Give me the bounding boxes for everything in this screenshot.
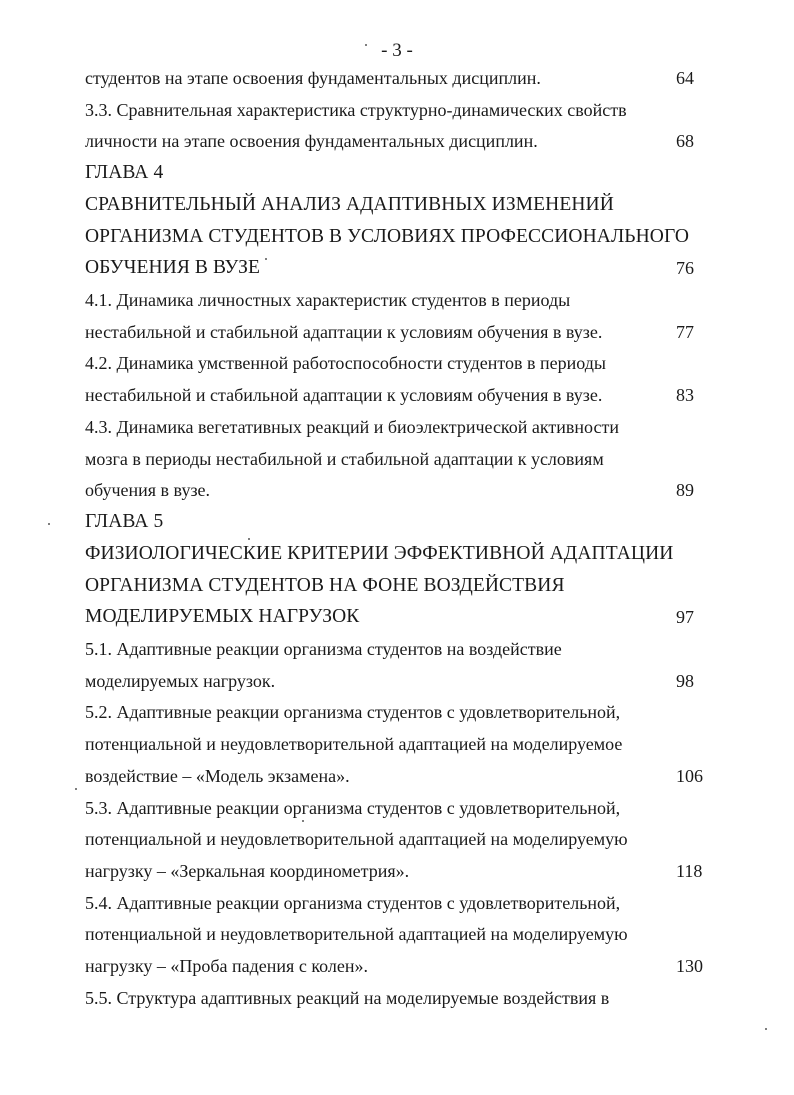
toc-page-number: 118	[676, 861, 703, 881]
toc-line: 4.3. Динамика вегетативных реакций и биоэлектрической активности	[85, 416, 619, 437]
toc-line: воздействие – «Модель экзамена».	[85, 765, 350, 786]
toc-page-number: 89	[676, 480, 694, 501]
toc-line: ОРГАНИЗМА СТУДЕНТОВ НА ФОНЕ ВОЗДЕЙСТВИЯ	[85, 574, 565, 596]
toc-line: 5.3. Адаптивные реакции организма студентов с удовлетворительной,	[85, 797, 621, 818]
toc-line: ГЛАВА 5	[85, 511, 164, 533]
toc-line: нестабильной и стабильной адаптации к условиям обучения в вузе.	[85, 321, 603, 342]
toc-page-number: 106	[676, 765, 703, 786]
toc-line: ГЛАВА 4	[85, 162, 164, 184]
toc-line: ОРГАНИЗМА СТУДЕНТОВ В УСЛОВИЯХ ПРОФЕССИОНАЛЬНОГО	[85, 225, 690, 247]
toc-line: потенциальной и неудовлетворительной адаптацией на моделируемую	[85, 829, 628, 850]
page-number: - 3 -	[381, 40, 413, 61]
toc-line: нагрузку – «Проба падения с колен».	[85, 956, 369, 977]
toc-line: 4.2. Динамика умственной работоспособности студентов в периоды	[85, 353, 606, 374]
toc-page-number: 76	[676, 258, 694, 279]
scan-speck	[302, 820, 304, 822]
toc-line: личности на этапе освоения фундаментальных дисциплин.	[85, 131, 538, 152]
toc-line: 5.5. Структура адаптивных реакций на моделируемые воздействия в	[85, 987, 610, 1008]
toc-line: МОДЕЛИРУЕМЫХ НАГРУЗОК	[85, 606, 360, 628]
toc-line: потенциальной и неудовлетворительной адаптацией на моделируемое	[85, 734, 623, 755]
scan-speck	[765, 1028, 767, 1030]
toc-page-number: 64	[676, 68, 694, 88]
toc-line: 3.3. Сравнительная характеристика структурно-динамических свойств	[85, 99, 627, 120]
toc-line: ОБУЧЕНИЯ В ВУЗЕ	[85, 257, 261, 279]
scan-speck	[75, 788, 77, 790]
scan-speck	[365, 44, 367, 46]
toc-line: нагрузку – «Зеркальная координометрия».	[85, 861, 410, 881]
toc-line: 5.2. Адаптивные реакции организма студентов с удовлетворительной,	[85, 702, 621, 723]
toc-line: ФИЗИОЛОГИЧЕСКИЕ КРИТЕРИИ ЭФФЕКТИВНОЙ АДАПТАЦИИ	[85, 542, 674, 564]
toc-line: моделируемых нагрузок.	[85, 670, 276, 691]
toc-line: обучения в вузе.	[85, 480, 211, 501]
toc-line: студентов на этапе освоения фундаментальных дисциплин.	[85, 68, 541, 88]
toc-line: СРАВНИТЕЛЬНЫЙ АНАЛИЗ АДАПТИВНЫХ ИЗМЕНЕНИЙ	[85, 193, 614, 215]
toc-page-number: 98	[676, 670, 694, 691]
scan-speck	[265, 258, 267, 260]
toc-line: 5.1. Адаптивные реакции организма студентов на воздействие	[85, 638, 562, 659]
toc-line: 4.1. Динамика личностных характеристик студентов в периоды	[85, 290, 571, 311]
toc-line: потенциальной и неудовлетворительной адаптацией на моделируемую	[85, 924, 628, 945]
toc-page-number: 130	[676, 956, 703, 977]
toc-page-number: 77	[676, 321, 694, 342]
toc-page-number: 68	[676, 131, 694, 152]
toc-line: нестабильной и стабильной адаптации к условиям обучения в вузе.	[85, 385, 603, 406]
toc-page-number: 97	[676, 607, 694, 628]
toc-line: 5.4. Адаптивные реакции организма студентов с удовлетворительной,	[85, 892, 621, 913]
scan-speck	[248, 538, 250, 540]
scan-speck	[48, 523, 50, 525]
toc-page-number: 83	[676, 385, 694, 406]
toc-line: мозга в периоды нестабильной и стабильной адаптации к условиям	[85, 448, 604, 469]
